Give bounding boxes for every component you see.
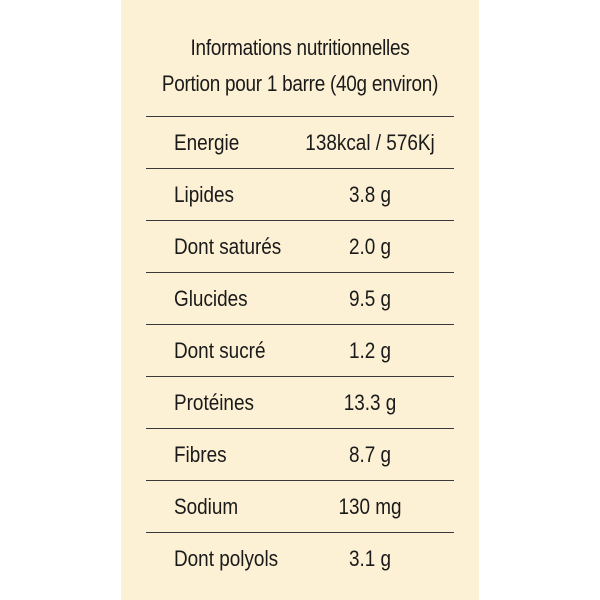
- row-value: 1.2 g: [348, 337, 392, 363]
- row-label: Dont saturés: [174, 233, 282, 259]
- row-value: 3.8 g: [348, 181, 392, 207]
- table-row-sucre: [146, 325, 454, 377]
- nutrition-card: [121, 0, 479, 600]
- nutrition-table: [146, 116, 454, 584]
- row-label: Dont sucré: [174, 337, 266, 363]
- table-row-proteines: [146, 377, 454, 429]
- row-label: Protéines: [174, 389, 254, 415]
- row-label: Energie: [174, 129, 240, 155]
- row-value: 2.0 g: [348, 233, 392, 259]
- row-value: 130 mg: [338, 493, 402, 519]
- serving-size: Portion pour 1 barre (40g environ): [161, 71, 439, 96]
- row-label: Dont polyols: [174, 545, 279, 571]
- row-label: Lipides: [174, 181, 234, 207]
- row-value: 3.1 g: [348, 545, 392, 571]
- row-label: Sodium: [174, 493, 239, 519]
- row-label: Fibres: [174, 441, 227, 467]
- nutrition-header: [146, 30, 454, 102]
- row-value: 138kcal / 576Kj: [305, 129, 435, 155]
- table-row-lipides: [146, 169, 454, 221]
- row-value: 8.7 g: [348, 441, 392, 467]
- row-value: 13.3 g: [343, 389, 397, 415]
- nutrition-title: Informations nutritionnelles: [190, 35, 410, 60]
- table-row-energy: [146, 117, 454, 169]
- table-row-fibres: [146, 429, 454, 481]
- row-value: 9.5 g: [348, 285, 392, 311]
- table-row-satures: [146, 221, 454, 273]
- table-row-polyols: [146, 533, 454, 584]
- row-label: Glucides: [174, 285, 248, 311]
- table-row-sodium: [146, 481, 454, 533]
- table-row-glucides: [146, 273, 454, 325]
